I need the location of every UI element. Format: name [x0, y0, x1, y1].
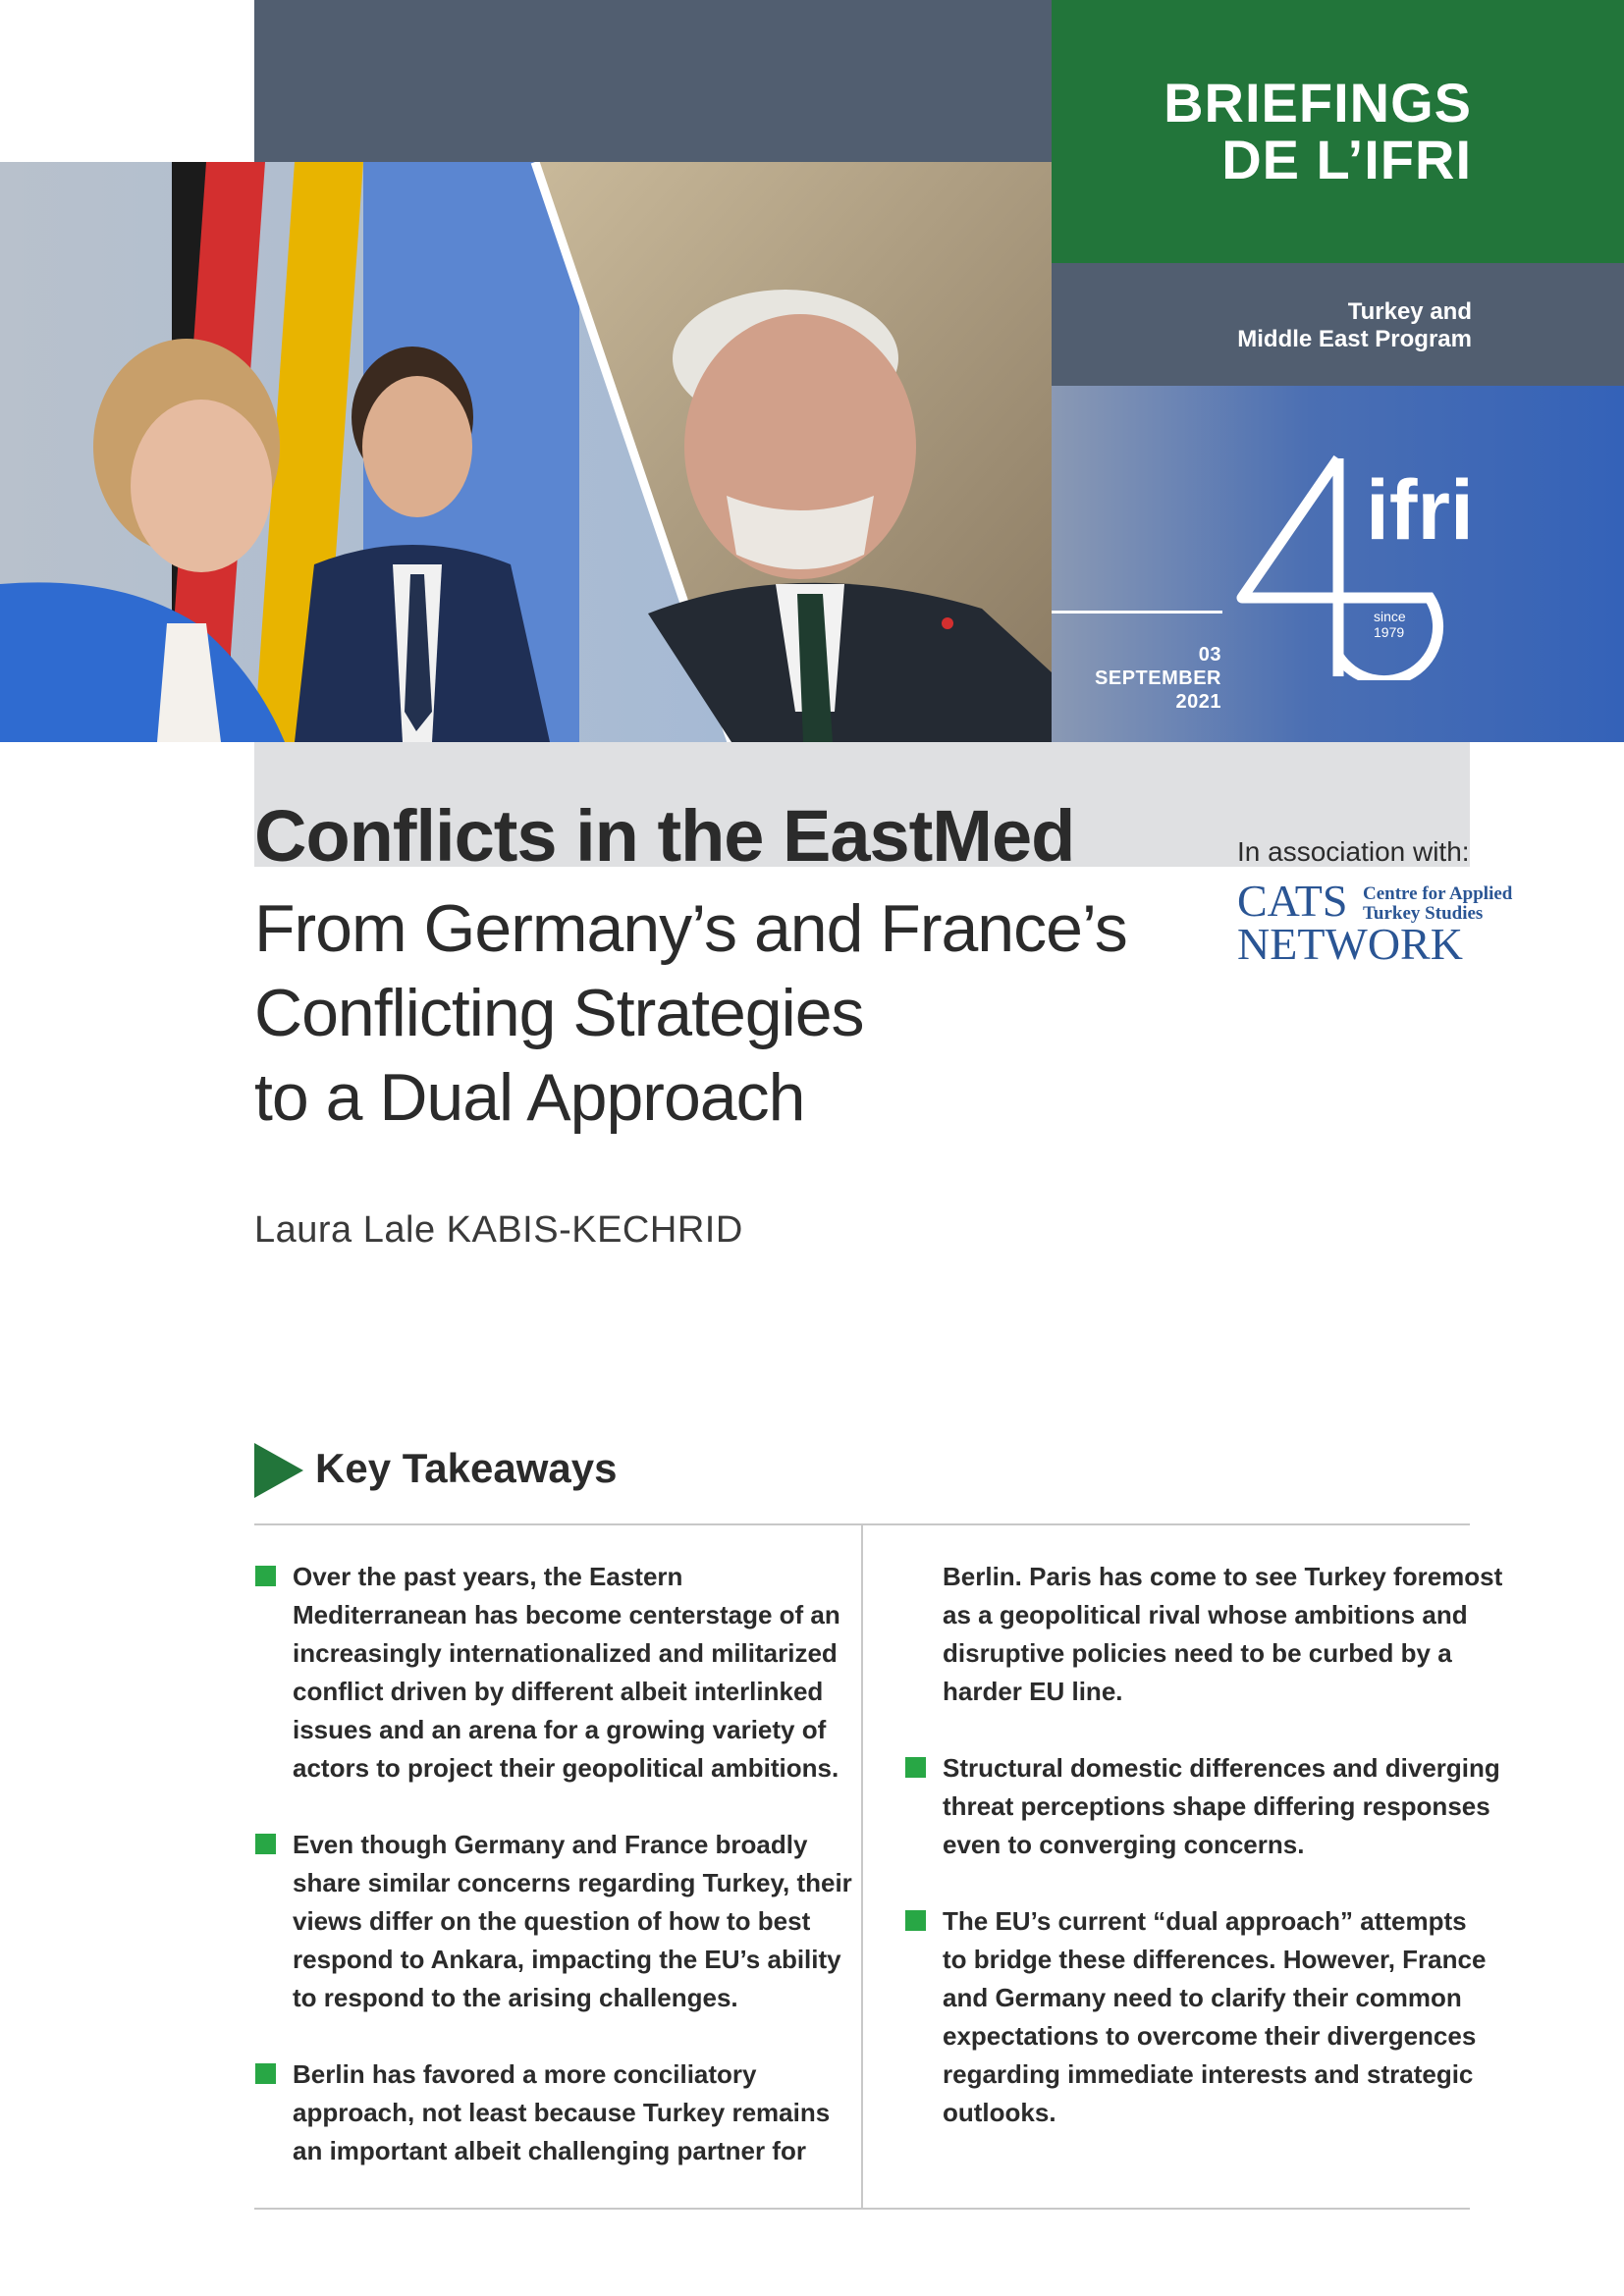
takeaway-line: share similar concerns regarding Turkey, their — [293, 1868, 852, 1897]
takeaway-line: Mediterranean has become centerstage of an — [293, 1600, 840, 1629]
date-year: 2021 — [1175, 691, 1221, 713]
subtitle-line: to a Dual Approach — [254, 1060, 805, 1135]
program-block — [1052, 263, 1624, 386]
brand-block — [1052, 0, 1624, 263]
takeaway-line: Over the past years, the Eastern — [293, 1562, 683, 1591]
takeaway-line: disruptive policies need to be curbed by a — [943, 1638, 1452, 1668]
takeaway-line: to bridge these differences. However, France — [943, 1945, 1487, 1974]
takeaway-line: approach, not least because Turkey remains — [293, 2098, 831, 2127]
logo-text: ifri — [1366, 463, 1474, 558]
takeaway-line: conflict driven by different albeit interlinked — [293, 1677, 824, 1706]
takeaway-line: Berlin. Paris has come to see Turkey foremost — [943, 1562, 1503, 1591]
takeaway-line: issues and an arena for a growing variety of — [293, 1715, 827, 1744]
program-line-1: Turkey and — [1347, 298, 1472, 325]
date-divider — [1052, 611, 1222, 614]
takeaway-line: threat perceptions shape differing responses — [943, 1791, 1490, 1821]
takeaway-line: to respond to the arising challenges. — [293, 1983, 738, 2012]
takeaways-right-column — [943, 1558, 1503, 2170]
takeaway-item — [293, 2056, 842, 2170]
takeaways-left-column — [293, 1558, 852, 2209]
leaders-photo — [0, 162, 1052, 742]
takeaway-line: expectations to overcome their divergences — [943, 2021, 1477, 2051]
brand-line-1: BRIEFINGS — [1164, 72, 1472, 133]
author-name: Laura Lale KABIS-KECHRID — [254, 1209, 743, 1251]
cats-network-logo — [1237, 876, 1532, 969]
takeaway-item-continued — [943, 1558, 1503, 1711]
takeaway-line: and Germany need to clarify their common — [943, 1983, 1462, 2012]
key-takeaways-title: Key Takeaways — [315, 1445, 618, 1491]
logo-year: 1979 — [1374, 624, 1405, 640]
takeaway-line: views differ on the question of how to best — [293, 1906, 811, 1936]
takeaway-line: Even though Germany and France broadly — [293, 1830, 808, 1859]
logo-since: since — [1374, 609, 1406, 624]
subtitle-line: Conflicting Strategies — [254, 976, 864, 1050]
takeaway-line: The EU’s current “dual approach” attempts — [943, 1906, 1467, 1936]
header-slate-block — [254, 0, 1052, 162]
publication-date — [1052, 643, 1221, 714]
cats-logo-subtitle-2: Turkey Studies — [1363, 903, 1484, 924]
column-divider — [861, 1523, 863, 2209]
takeaway-line: Berlin has favored a more conciliatory — [293, 2059, 757, 2089]
takeaway-item — [293, 1826, 852, 2017]
takeaway-line: harder EU line. — [943, 1677, 1123, 1706]
takeaway-item — [943, 1749, 1500, 1864]
takeaway-line: regarding immediate interests and strategic — [943, 2059, 1474, 2089]
ifri-40-logo — [1228, 454, 1543, 680]
takeaway-line: Structural domestic differences and diverging — [943, 1753, 1500, 1783]
takeaway-line: respond to Ankara, impacting the EU’s ability — [293, 1945, 841, 1974]
takeaway-line: even to converging concerns. — [943, 1830, 1305, 1859]
takeaway-line: actors to project their geopolitical ambitions. — [293, 1753, 839, 1783]
cats-logo-word-1: CATS — [1237, 876, 1348, 926]
date-logo-block — [1052, 386, 1624, 742]
takeaway-line: an important albeit challenging partner for — [293, 2136, 806, 2165]
cats-logo-word-2: NETWORK — [1237, 919, 1463, 969]
play-arrow-icon — [254, 1443, 303, 1498]
takeaway-line: outlooks. — [943, 2098, 1056, 2127]
date-day: 03 — [1198, 644, 1221, 666]
association-label: In association with: — [1237, 836, 1470, 867]
cats-logo-subtitle-1: Centre for Applied — [1363, 883, 1513, 904]
page-subtitle — [254, 886, 1138, 1140]
program-name — [1237, 298, 1472, 353]
takeaway-item — [293, 1558, 842, 1788]
takeaway-item — [943, 1902, 1487, 2132]
brand-title — [1164, 72, 1472, 190]
brand-line-2: DE L’IFRI — [1221, 129, 1472, 190]
takeaway-line: increasingly internationalized and militarized — [293, 1638, 838, 1668]
subtitle-line: From Germany’s and France’s — [254, 891, 1127, 966]
date-month: SEPTEMBER — [1095, 667, 1221, 689]
cover-photo — [0, 162, 1052, 742]
program-line-2: Middle East Program — [1237, 326, 1472, 352]
page-title: Conflicts in the EastMed — [254, 795, 1075, 877]
takeaway-line: as a geopolitical rival whose ambitions and — [943, 1600, 1468, 1629]
